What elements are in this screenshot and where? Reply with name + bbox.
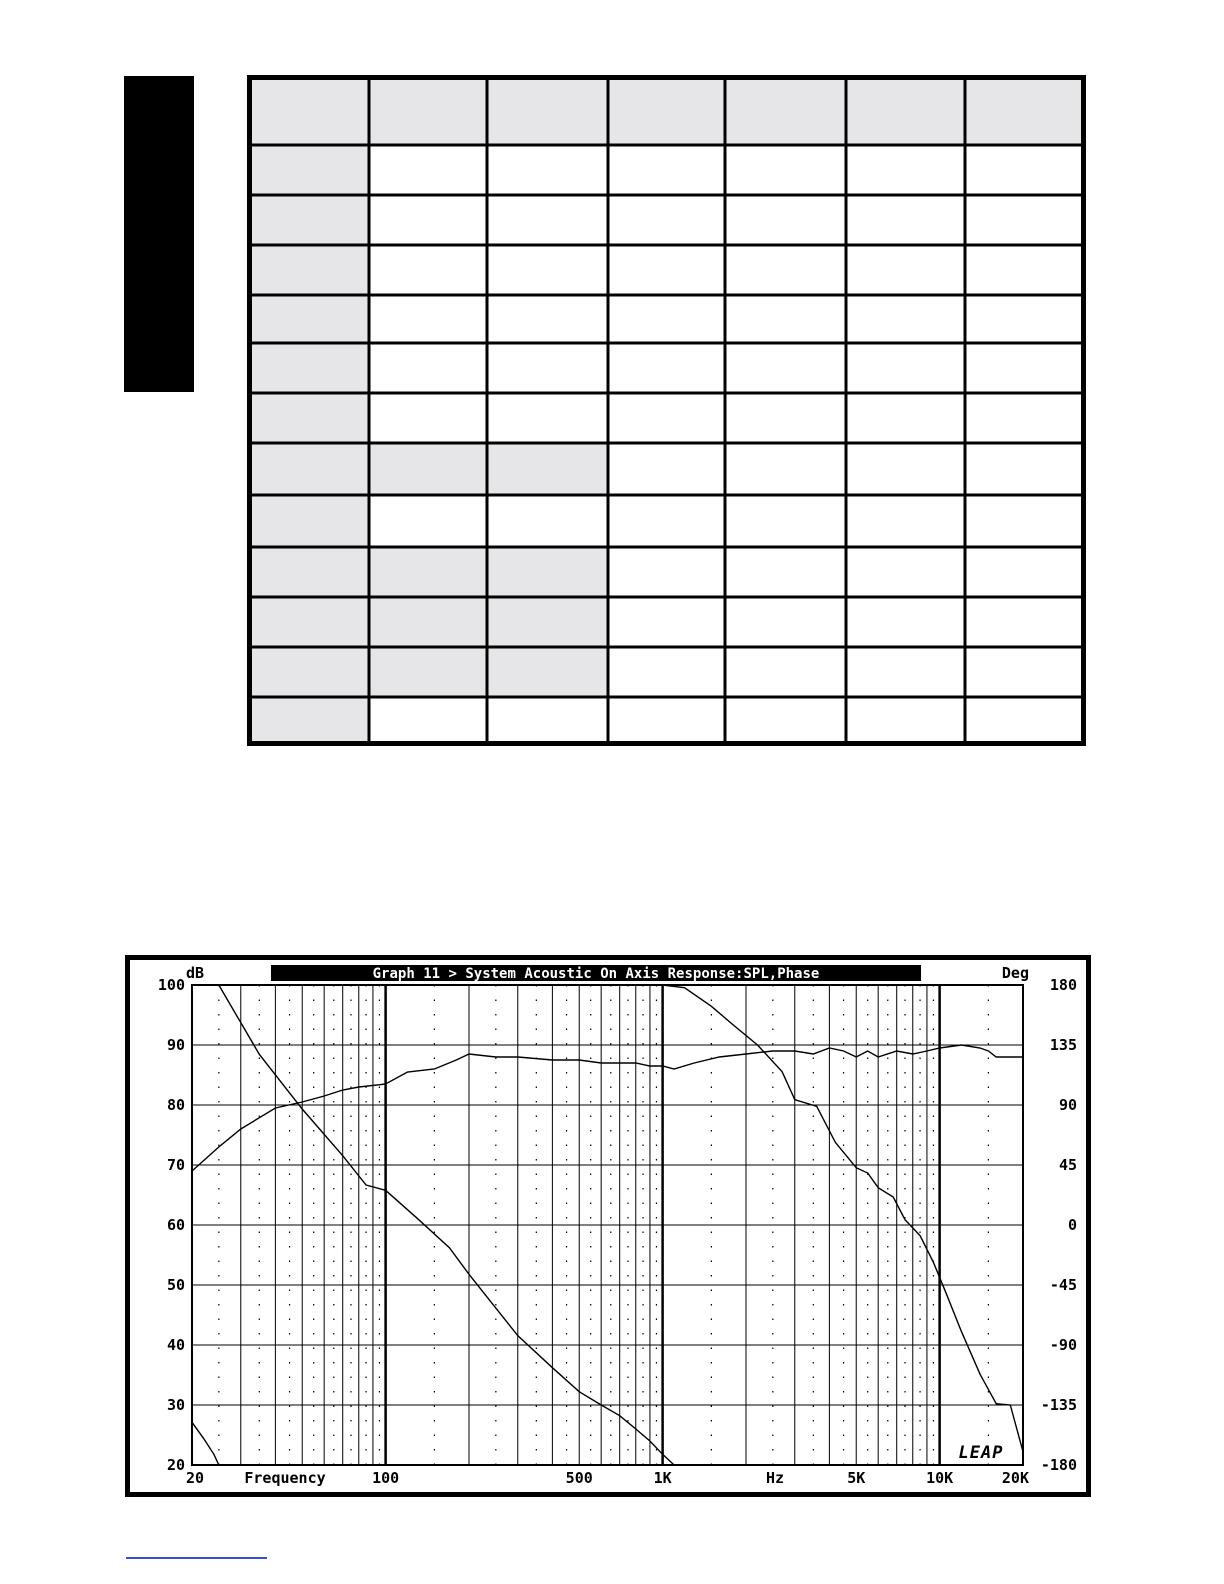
table-cell bbox=[725, 75, 846, 145]
table-cell bbox=[846, 75, 965, 145]
table-cell bbox=[725, 697, 846, 746]
table-cell bbox=[846, 295, 965, 343]
y-right-tick-label: -45 bbox=[1049, 1276, 1077, 1294]
table-cell bbox=[369, 145, 487, 195]
table-grid bbox=[247, 75, 1086, 746]
table-cell bbox=[608, 195, 725, 245]
table-cell bbox=[487, 495, 608, 547]
y-left-tick-label: 60 bbox=[166, 1216, 185, 1234]
x-tick-label: 20K bbox=[1001, 1469, 1029, 1487]
table-cell bbox=[247, 443, 369, 495]
table-cell bbox=[725, 443, 846, 495]
table-cell bbox=[965, 647, 1086, 697]
table-cell bbox=[608, 393, 725, 443]
table-cell bbox=[725, 295, 846, 343]
table-cell bbox=[487, 145, 608, 195]
table-cell bbox=[369, 75, 487, 145]
table-cell bbox=[487, 343, 608, 393]
table-cell bbox=[965, 443, 1086, 495]
table-cell bbox=[725, 145, 846, 195]
table-cell bbox=[846, 495, 965, 547]
table-cell bbox=[846, 547, 965, 597]
table-cell bbox=[247, 495, 369, 547]
table-cell bbox=[608, 697, 725, 746]
y-left-tick-label: 100 bbox=[157, 976, 185, 994]
leap-logo: LEAP bbox=[958, 1443, 1004, 1463]
y-right-unit-label: Deg bbox=[1001, 964, 1029, 982]
table-cell bbox=[369, 443, 487, 495]
table-cell bbox=[487, 697, 608, 746]
table-cell bbox=[487, 195, 608, 245]
table-cell bbox=[608, 145, 725, 195]
table-cell bbox=[487, 295, 608, 343]
table-cell bbox=[846, 443, 965, 495]
y-left-tick-label: 30 bbox=[166, 1396, 185, 1414]
table-cell bbox=[725, 597, 846, 647]
table-cell bbox=[608, 295, 725, 343]
x-tick-label: 5K bbox=[847, 1469, 866, 1487]
table-cell bbox=[487, 75, 608, 145]
y-left-tick-label: 40 bbox=[166, 1336, 185, 1354]
table-cell bbox=[725, 195, 846, 245]
x-tick-label: 1K bbox=[653, 1469, 672, 1487]
table-cell bbox=[487, 245, 608, 295]
table-cell bbox=[369, 295, 487, 343]
y-right-tick-label: 180 bbox=[1049, 976, 1077, 994]
table-cell bbox=[369, 697, 487, 746]
table-cell bbox=[965, 697, 1086, 746]
table-cell bbox=[965, 597, 1086, 647]
table-cell bbox=[369, 495, 487, 547]
table-cell bbox=[487, 547, 608, 597]
y-left-tick-label: 80 bbox=[166, 1096, 185, 1114]
table-cell bbox=[369, 393, 487, 443]
table-cell bbox=[608, 647, 725, 697]
table-cell bbox=[608, 597, 725, 647]
y-left-unit-label: dB bbox=[186, 964, 205, 982]
table-cell bbox=[487, 443, 608, 495]
table-cell bbox=[247, 647, 369, 697]
y-right-tick-label: 45 bbox=[1058, 1156, 1077, 1174]
table-cell bbox=[487, 597, 608, 647]
table-cell bbox=[247, 195, 369, 245]
table-cell bbox=[608, 245, 725, 295]
table-cell bbox=[247, 597, 369, 647]
table-cell bbox=[247, 697, 369, 746]
x-tick-label: 100 bbox=[372, 1469, 400, 1487]
table-cell bbox=[369, 245, 487, 295]
y-left-tick-label: 20 bbox=[166, 1456, 185, 1474]
table-cell bbox=[247, 343, 369, 393]
table-cell bbox=[965, 393, 1086, 443]
table-cell bbox=[725, 393, 846, 443]
table-cell bbox=[608, 75, 725, 145]
table-cell bbox=[725, 245, 846, 295]
table-cell bbox=[965, 195, 1086, 245]
y-right-tick-label: 90 bbox=[1058, 1096, 1077, 1114]
table-cell bbox=[846, 697, 965, 746]
table-cell bbox=[487, 647, 608, 697]
x-unit-label: Hz bbox=[765, 1469, 785, 1487]
table-cell bbox=[846, 597, 965, 647]
y-right-tick-label: -135 bbox=[1040, 1396, 1077, 1414]
table-cell bbox=[247, 245, 369, 295]
x-tick-label: 10K bbox=[926, 1469, 954, 1487]
data-table bbox=[247, 75, 1086, 746]
table-cell bbox=[608, 495, 725, 547]
table-cell bbox=[608, 443, 725, 495]
table-cell bbox=[725, 343, 846, 393]
table-cell bbox=[965, 245, 1086, 295]
table-cell bbox=[247, 393, 369, 443]
table-cell bbox=[247, 547, 369, 597]
table-cell bbox=[247, 145, 369, 195]
chart-canvas bbox=[130, 960, 1086, 1492]
y-left-tick-label: 70 bbox=[166, 1156, 185, 1174]
table-cell bbox=[487, 393, 608, 443]
table-cell bbox=[846, 647, 965, 697]
x-tick-label: 500 bbox=[565, 1469, 593, 1487]
table-cell bbox=[965, 145, 1086, 195]
table-cell bbox=[846, 195, 965, 245]
table-cell bbox=[608, 547, 725, 597]
table-cell bbox=[965, 547, 1086, 597]
table-cell bbox=[247, 75, 369, 145]
table-cell bbox=[725, 495, 846, 547]
y-left-tick-label: 90 bbox=[166, 1036, 185, 1054]
table-cell bbox=[846, 245, 965, 295]
chart-title: Graph 11 > System Acoustic On Axis Response:SPL,Phase bbox=[372, 966, 820, 982]
x-axis-label: Frequency bbox=[244, 1469, 326, 1487]
table-cell bbox=[846, 145, 965, 195]
table-cell bbox=[369, 547, 487, 597]
table-cell bbox=[965, 75, 1086, 145]
table-cell bbox=[725, 647, 846, 697]
frequency-response-chart bbox=[125, 955, 1091, 1497]
table-cell bbox=[965, 343, 1086, 393]
y-right-tick-label: 135 bbox=[1049, 1036, 1077, 1054]
table-cell bbox=[846, 343, 965, 393]
table-cell bbox=[725, 547, 846, 597]
table-cell bbox=[965, 495, 1086, 547]
y-right-tick-label: -90 bbox=[1049, 1336, 1077, 1354]
table-cell bbox=[369, 647, 487, 697]
y-left-tick-label: 50 bbox=[166, 1276, 185, 1294]
footer-link-underline[interactable] bbox=[126, 1557, 267, 1559]
table-cell bbox=[247, 295, 369, 343]
y-right-tick-label: 0 bbox=[1067, 1216, 1077, 1234]
section-tab bbox=[124, 76, 194, 392]
x-tick-label: 20 bbox=[186, 1469, 205, 1487]
table-cell bbox=[369, 343, 487, 393]
table-cell bbox=[369, 597, 487, 647]
table-cell bbox=[369, 195, 487, 245]
table-cell bbox=[846, 393, 965, 443]
table-cell bbox=[965, 295, 1086, 343]
table-cell bbox=[608, 343, 725, 393]
y-right-tick-label: -180 bbox=[1040, 1456, 1077, 1474]
